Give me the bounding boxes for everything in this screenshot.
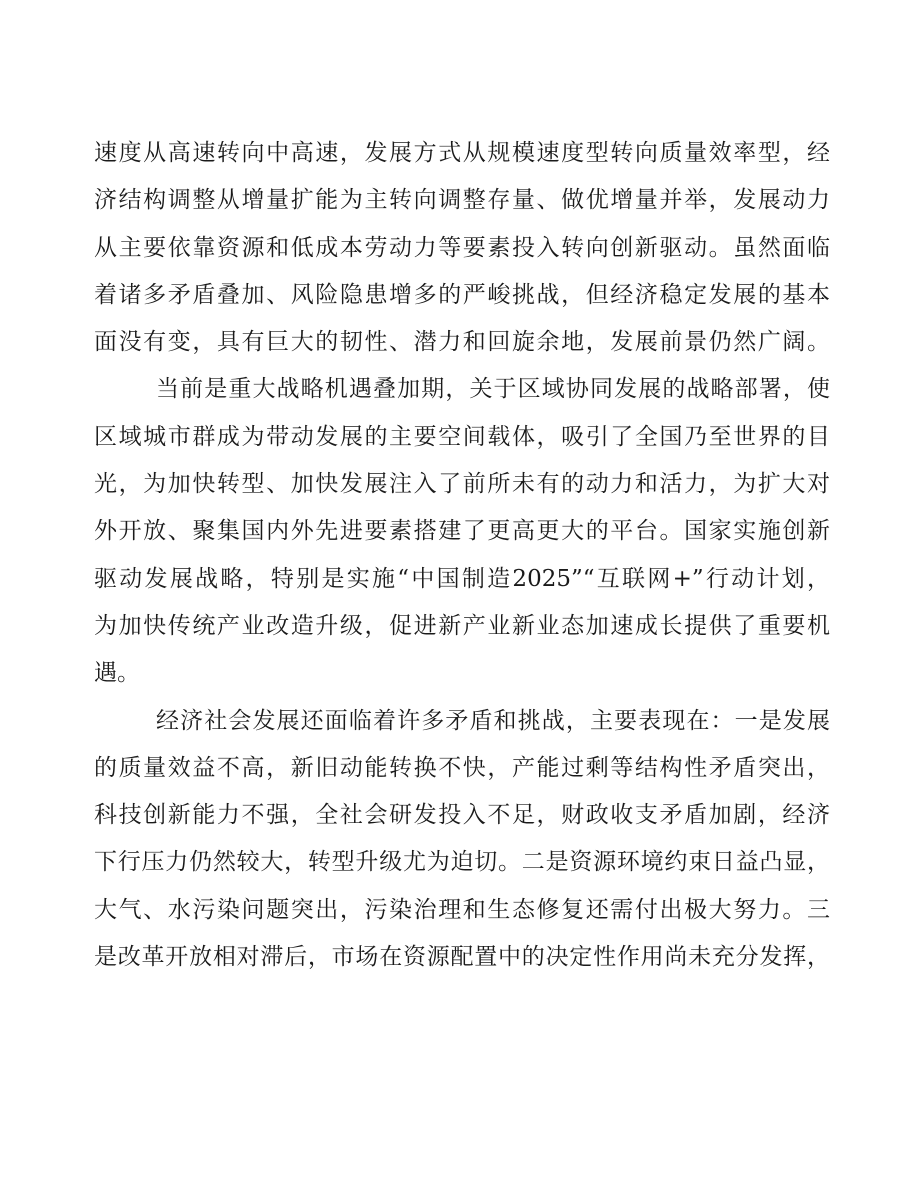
text-line: 外开放、聚集国内外先进要素搭建了更高更大的平台。国家实施创新	[94, 518, 830, 545]
text-line: 经济社会发展还面临着许多矛盾和挑战，主要表现在：一是发展	[156, 707, 830, 734]
text-line: 区域城市群成为带动发展的主要空间载体，吸引了全国乃至世界的目	[94, 423, 830, 450]
text-line: 下行压力仍然较大，转型升级尤为迫切。二是资源环境约束日益凸显，	[94, 849, 830, 876]
text-line: 驱动发展战略，特别是实施“中国制造2025”“互联网+”行动计划，	[94, 565, 830, 592]
text-line: 当前是重大战略机遇叠加期，关于区域协同发展的战略部署，使	[156, 376, 830, 403]
text-line: 遇。	[94, 660, 140, 687]
text-line: 为加快传统产业改造升级，促进新产业新业态加速成长提供了重要机	[94, 612, 830, 639]
document-body	[94, 130, 830, 981]
text-line: 是改革开放相对滞后，市场在资源配置中的决定性作用尚未充分发挥，	[94, 944, 830, 971]
text-line: 光，为加快转型、加快发展注入了前所未有的动力和活力，为扩大对	[94, 471, 830, 498]
paragraph-1	[94, 130, 830, 366]
paragraph-3	[94, 698, 830, 982]
text-line: 着诸多矛盾叠加、风险隐患增多的严峻挑战，但经济稳定发展的基本	[94, 281, 830, 308]
text-line: 大气、水污染问题突出，污染治理和生态修复还需付出极大努力。三	[94, 896, 830, 923]
text-line: 科技创新能力不强，全社会研发投入不足，财政收支矛盾加剧，经济	[94, 802, 830, 829]
text-line: 济结构调整从增量扩能为主转向调整存量、做优增量并举，发展动力	[94, 187, 830, 214]
text-line: 的质量效益不高，新旧动能转换不快，产能过剩等结构性矛盾突出，	[94, 754, 830, 781]
text-line: 速度从高速转向中高速，发展方式从规模速度型转向质量效率型，经	[94, 140, 830, 166]
text-line: 从主要依靠资源和低成本劳动力等要素投入转向创新驱动。虽然面临	[94, 234, 830, 261]
text-line: 面没有变，具有巨大的韧性、潜力和回旋余地，发展前景仍然广阔。	[94, 329, 830, 356]
paragraph-2	[94, 366, 830, 697]
